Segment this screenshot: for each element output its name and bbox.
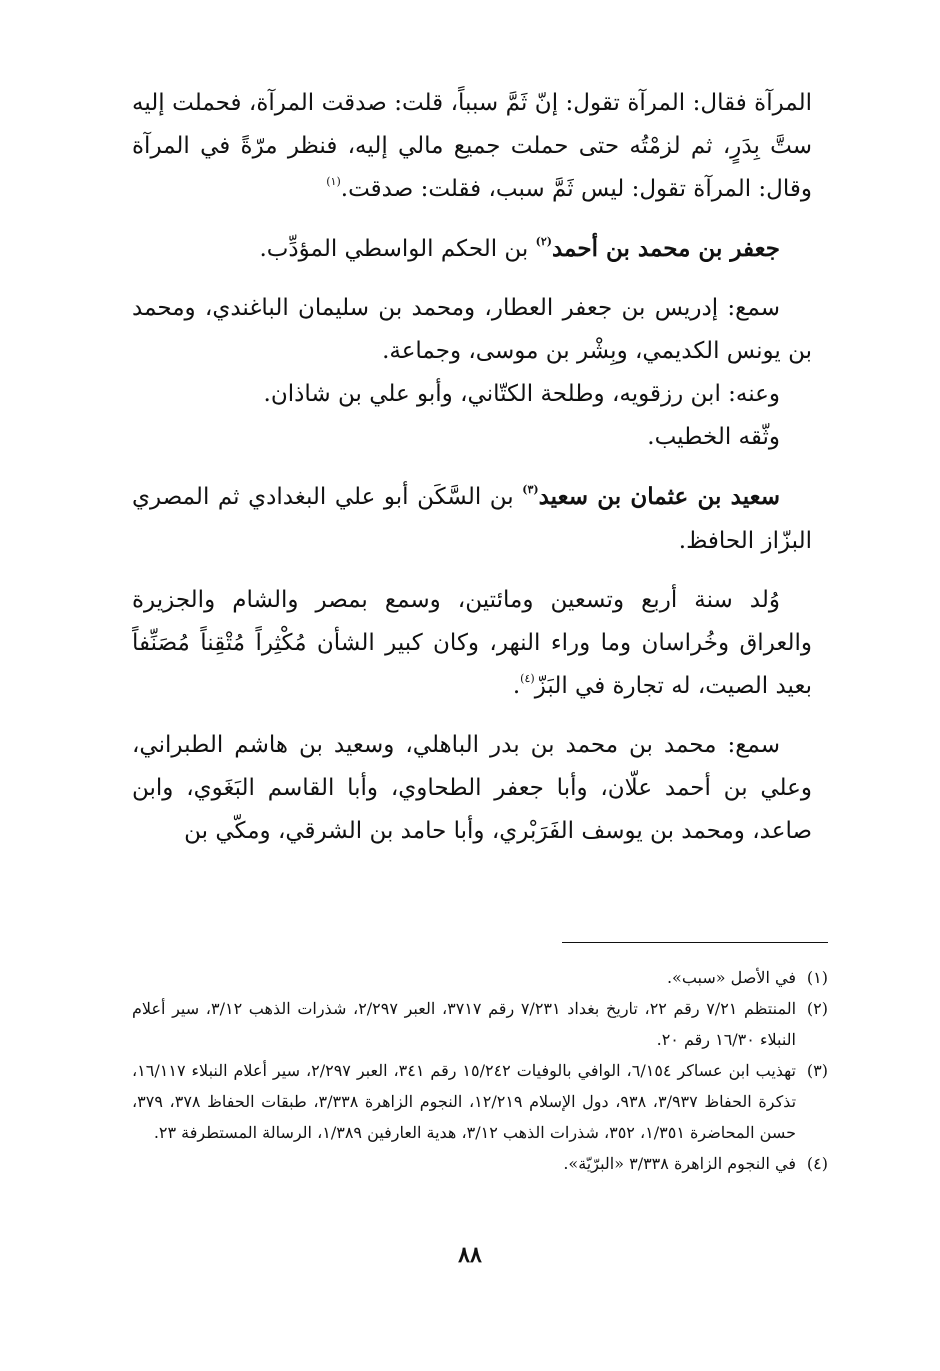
paragraph-end: . [512,673,521,699]
footnote-2 [132,993,828,1055]
footnote-3 [132,1055,828,1148]
entry-heading-jafar [132,227,812,271]
paragraph-text: المرآة فقال: المرآة تقول: إنّ ثَمَّ سبباً، قلت: صدقت المرآة، فحملت إليه ستَّ بِدَرٍ، ثم لزمْتُه حتى حملت جميع مالي إليه، فنظر مرّةً في المرآة وقال: المرآة تقول: ليس ثَمَّ سبب، فقلت: صدقت. [132,90,812,202]
footnote-text: في النجوم الزاهرة ٣/٣٣٨ «البرّيّة». [563,1154,796,1173]
paragraph-teachers: سمع: محمد بن محمد بن بدر الباهلي، وسعيد بن هاشم الطبراني، وعلي بن أحمد علّان، وأبا جعفر الطحاوي، وأبا القاسم البَغَوي، وابن صاعد، ومحمد بن يوسف الفَرَبْري، وأبا حامد بن الشرقي، ومكّي بن [132,732,812,844]
entry-heading-said [132,475,812,563]
paragraph-text: وُلد سنة أربع وتسعين ومائتين، وسمع بمصر والشام والجزيرة والعراق وخُراسان وما وراء النهر، وكان كبير الشأن مُكْثِراً مُتْقِناً مُصَنِّفاً بعيد الصيت، له تجارة في البَزّ [132,587,812,699]
footnotes [132,962,828,1179]
paragraph-narrated-by: وعنه: ابن رزقويه، وطلحة الكتّاني، وأبو علي بن شاذان. [263,381,780,407]
footnote-1 [132,962,828,993]
footnote-text: تهذيب ابن عساكر ٦/١٥٤، الوافي بالوفيات ١٥/٢٤٢ رقم ٣٤١، العبر ٢/٢٩٧، سير أعلام النبلاء ١٦/١١٧، تذكرة الحفاظ ٣/٩٣٧، ٩٣٨، دول الإسلام ١٢/٢١٩، النجوم الزاهرة ٣/٣٣٨، طبقات الحفاظ ٣٧٨، ٣٧٩، حسن المحاضرة ١/٣٥١، ٣٥٢، شذرات الذهب ٣/١٢، هدية العارفين ١/٣٨٩، الرسالة المستطرفة ٢٣. [132,1061,797,1142]
entry-name: جعفر بن محمد بن أحمد [551,235,780,262]
page-number: ٨٨ [458,1242,482,1268]
main-text [132,82,812,853]
footnote-ref-3: (٣) [522,483,539,496]
footnote-text: المنتظم ٧/٢١ رقم ٢٢، تاريخ بغداد ٧/٢٣١ رقم ٣٧١٧، العبر ٢/٢٩٧، شذرات الذهب ٣/١٢، سير أعلام النبلاء ١٦/٣٠ رقم ٢٠. [132,999,797,1049]
footnote-number: (٤) [806,1154,828,1173]
footnote-ref-4: (٤) [520,672,535,685]
footnote-separator [562,942,828,943]
footnote-number: (١) [806,968,828,987]
paragraph-mirror-story [132,82,812,211]
entry-lineage: بن الحكم الواسطي المؤدِّب. [259,236,536,262]
entry-lineage: بن السَّكَن أبو علي البغدادي ثم المصري البزّاز الحافظ. [132,484,812,554]
footnote-text: في الأصل «سبب». [666,968,796,987]
footnote-4 [132,1148,828,1179]
footnote-ref-1: (١) [326,175,341,188]
paragraph-heard-from: سمع: إدريس بن جعفر العطار، ومحمد بن سليمان الباغندي، ومحمد بن يونس الكديمي، وبِشْر بن موسى، وجماعة. [132,295,812,364]
paragraph-authenticated: وثّقه الخطيب. [647,424,780,450]
footnote-number: (٢) [806,999,828,1018]
footnote-ref-2: (٢) [535,235,552,248]
entry-name: سعيد بن عثمان بن سعيد [538,483,781,510]
paragraph-biography [132,579,812,708]
footnote-number: (٣) [806,1061,828,1080]
